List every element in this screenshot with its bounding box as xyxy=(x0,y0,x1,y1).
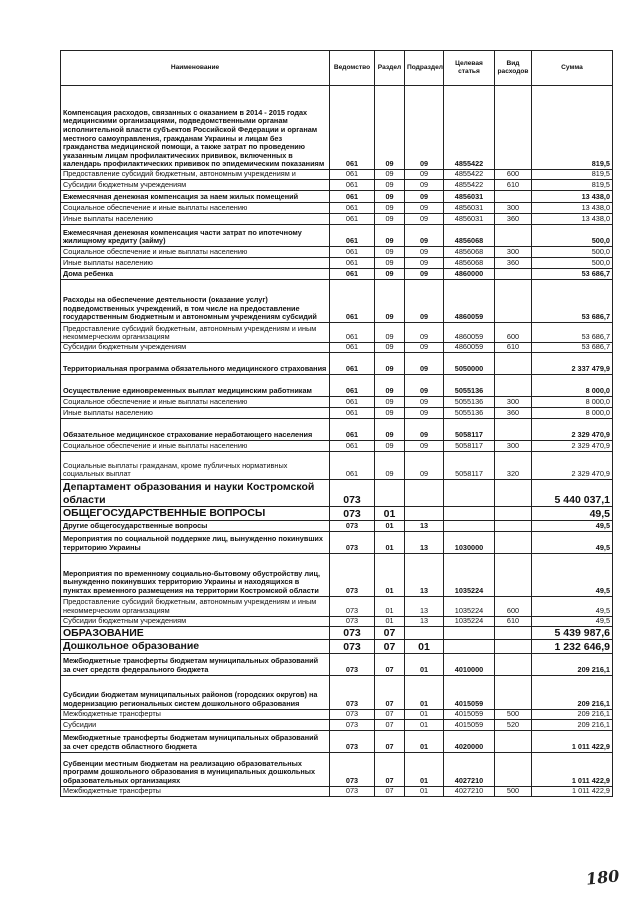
cell-statya: 4860059 xyxy=(444,343,495,353)
cell-razdel: 09 xyxy=(375,203,405,214)
table-row xyxy=(61,730,613,752)
cell-vid: 360 xyxy=(495,258,532,269)
cell-name: Мероприятия по социальной поддержке лиц, вынужденно покинувших территорию Украины xyxy=(61,531,330,553)
cell-vid xyxy=(495,531,532,553)
cell-ved: 073 xyxy=(330,480,375,507)
cell-podrazdel: 09 xyxy=(405,214,444,225)
cell-statya: 4015059 xyxy=(444,719,495,730)
table-row xyxy=(61,752,613,786)
page-number: 180 xyxy=(585,866,621,889)
cell-razdel: 09 xyxy=(375,191,405,203)
cell-statya: 4015059 xyxy=(444,709,495,719)
cell-summa: 49,5 xyxy=(532,531,613,553)
cell-vid xyxy=(495,191,532,203)
cell-podrazdel: 09 xyxy=(405,170,444,180)
cell-vid xyxy=(495,353,532,375)
cell-statya: 4856068 xyxy=(444,258,495,269)
cell-razdel: 09 xyxy=(375,258,405,269)
cell-razdel: 09 xyxy=(375,375,405,397)
table-row xyxy=(61,375,613,397)
cell-razdel: 09 xyxy=(375,408,405,419)
cell-name: Межбюджетные трансферты бюджетам муниципальных образований за счет средств областного бюджета xyxy=(61,730,330,752)
cell-statya xyxy=(444,640,495,654)
table-row xyxy=(61,191,613,203)
cell-razdel: 07 xyxy=(375,719,405,730)
cell-name: Другие общегосударственные вопросы xyxy=(61,520,330,531)
cell-summa: 209 216,1 xyxy=(532,653,613,675)
cell-summa: 1 011 422,9 xyxy=(532,730,613,752)
cell-name: Компенсация расходов, связанных с оказанием в 2014 - 2015 годах медицинскими организациями, подведомственными органам исполнительной власти субъектов Российской Федерации и органам местного самоуправления, гражданам Украины и лицам без гражданства медицинской помощи, а также затрат по проведению указанным лицам профилактических прививок, включенных в календарь профилактических прививок по эпидемическим показаниям xyxy=(61,86,330,170)
cell-vid xyxy=(495,653,532,675)
cell-statya: 4010000 xyxy=(444,653,495,675)
cell-podrazdel: 09 xyxy=(405,353,444,375)
cell-ved: 061 xyxy=(330,203,375,214)
cell-name: Ежемесячная денежная компенсация части затрат по ипотечному жилищному кредиту (займу) xyxy=(61,225,330,247)
cell-ved: 073 xyxy=(330,786,375,796)
cell-summa: 49,5 xyxy=(532,520,613,531)
cell-name: Социальное обеспечение и иные выплаты населению xyxy=(61,397,330,408)
cell-razdel: 07 xyxy=(375,786,405,796)
cell-razdel: 01 xyxy=(375,616,405,626)
table-row xyxy=(61,452,613,480)
cell-ved: 061 xyxy=(330,408,375,419)
cell-statya: 4856031 xyxy=(444,203,495,214)
cell-summa: 2 329 470,9 xyxy=(532,452,613,480)
cell-vid: 300 xyxy=(495,397,532,408)
cell-vid: 600 xyxy=(495,596,532,616)
cell-ved: 061 xyxy=(330,214,375,225)
cell-razdel: 09 xyxy=(375,214,405,225)
cell-name: Расходы на обеспечение деятельности (оказание услуг) подведомственных учреждений, в том числе на предоставление государственным бюджетным и автономным учреждениям субсидий xyxy=(61,280,330,323)
cell-ved: 073 xyxy=(330,507,375,521)
cell-summa: 500,0 xyxy=(532,247,613,258)
cell-razdel: 09 xyxy=(375,180,405,191)
cell-razdel: 01 xyxy=(375,507,405,521)
cell-podrazdel: 09 xyxy=(405,280,444,323)
cell-razdel: 07 xyxy=(375,675,405,709)
cell-ved: 073 xyxy=(330,730,375,752)
cell-name: Социальные выплаты гражданам, кроме публичных нормативных социальных выплат xyxy=(61,452,330,480)
cell-podrazdel: 09 xyxy=(405,323,444,343)
table-row xyxy=(61,520,613,531)
table-header-row xyxy=(61,51,613,86)
cell-summa: 500,0 xyxy=(532,258,613,269)
cell-name: Дома ребенка xyxy=(61,269,330,280)
cell-razdel: 09 xyxy=(375,86,405,170)
table-row xyxy=(61,441,613,452)
cell-statya: 5055136 xyxy=(444,408,495,419)
table-row xyxy=(61,596,613,616)
cell-podrazdel: 13 xyxy=(405,520,444,531)
header-podrazdel: Подраздел xyxy=(405,51,444,86)
cell-statya: 1035224 xyxy=(444,553,495,596)
cell-summa: 500,0 xyxy=(532,225,613,247)
table-row xyxy=(61,553,613,596)
cell-statya: 1035224 xyxy=(444,616,495,626)
cell-statya: 4860059 xyxy=(444,280,495,323)
cell-summa: 49,5 xyxy=(532,616,613,626)
cell-summa: 8 000,0 xyxy=(532,408,613,419)
cell-podrazdel: 09 xyxy=(405,247,444,258)
cell-ved: 073 xyxy=(330,640,375,654)
cell-statya: 1030000 xyxy=(444,531,495,553)
cell-razdel: 09 xyxy=(375,441,405,452)
cell-razdel: 01 xyxy=(375,553,405,596)
cell-podrazdel: 09 xyxy=(405,375,444,397)
cell-name: Субсидии xyxy=(61,719,330,730)
cell-name: Иные выплаты населению xyxy=(61,214,330,225)
cell-razdel: 09 xyxy=(375,323,405,343)
cell-podrazdel: 01 xyxy=(405,752,444,786)
cell-podrazdel: 01 xyxy=(405,709,444,719)
table-row xyxy=(61,269,613,280)
cell-summa: 2 329 470,9 xyxy=(532,441,613,452)
cell-ved: 073 xyxy=(330,752,375,786)
cell-podrazdel xyxy=(405,507,444,521)
cell-ved: 061 xyxy=(330,452,375,480)
cell-razdel: 09 xyxy=(375,247,405,258)
cell-ved: 073 xyxy=(330,616,375,626)
cell-statya: 4856068 xyxy=(444,247,495,258)
cell-vid xyxy=(495,480,532,507)
cell-summa: 8 000,0 xyxy=(532,397,613,408)
cell-razdel: 07 xyxy=(375,640,405,654)
cell-name: Мероприятия по временному социально-бытовому обустройству лиц, вынужденно покинувших территорию Украины и находящихся в пунктах временного размещения на территории Костромской области xyxy=(61,553,330,596)
cell-podrazdel xyxy=(405,626,444,640)
cell-podrazdel: 09 xyxy=(405,419,444,441)
cell-vid xyxy=(495,269,532,280)
cell-vid xyxy=(495,752,532,786)
cell-razdel: 09 xyxy=(375,280,405,323)
cell-summa: 819,5 xyxy=(532,180,613,191)
table-row xyxy=(61,719,613,730)
cell-statya: 4856031 xyxy=(444,214,495,225)
cell-vid: 600 xyxy=(495,323,532,343)
cell-razdel: 09 xyxy=(375,397,405,408)
table-row xyxy=(61,531,613,553)
cell-vid xyxy=(495,553,532,596)
cell-name: Обязательное медицинское страхование неработающего населения xyxy=(61,419,330,441)
cell-summa: 53 686,7 xyxy=(532,269,613,280)
table-row xyxy=(61,170,613,180)
cell-podrazdel: 13 xyxy=(405,531,444,553)
cell-name: ОБЩЕГОСУДАРСТВЕННЫЕ ВОПРОСЫ xyxy=(61,507,330,521)
cell-vid: 360 xyxy=(495,214,532,225)
cell-ved: 061 xyxy=(330,353,375,375)
table-row xyxy=(61,280,613,323)
cell-statya xyxy=(444,626,495,640)
cell-razdel: 07 xyxy=(375,653,405,675)
cell-ved: 061 xyxy=(330,269,375,280)
cell-podrazdel: 01 xyxy=(405,653,444,675)
cell-statya xyxy=(444,480,495,507)
cell-ved: 073 xyxy=(330,520,375,531)
cell-razdel: 09 xyxy=(375,225,405,247)
table-row xyxy=(61,786,613,796)
cell-summa: 5 440 037,1 xyxy=(532,480,613,507)
cell-ved: 061 xyxy=(330,441,375,452)
cell-razdel: 07 xyxy=(375,752,405,786)
cell-statya: 4855422 xyxy=(444,180,495,191)
table-row xyxy=(61,675,613,709)
table-row xyxy=(61,203,613,214)
table-row xyxy=(61,397,613,408)
cell-name: Субсидии бюджетным учреждениям xyxy=(61,616,330,626)
cell-vid xyxy=(495,626,532,640)
table-row xyxy=(61,86,613,170)
cell-podrazdel: 09 xyxy=(405,441,444,452)
cell-ved: 061 xyxy=(330,191,375,203)
cell-razdel xyxy=(375,480,405,507)
cell-podrazdel: 01 xyxy=(405,786,444,796)
cell-ved: 061 xyxy=(330,225,375,247)
cell-vid: 300 xyxy=(495,203,532,214)
table-row xyxy=(61,480,613,507)
cell-summa: 1 011 422,9 xyxy=(532,786,613,796)
cell-podrazdel: 01 xyxy=(405,719,444,730)
table-row xyxy=(61,343,613,353)
cell-name: Ежемесячная денежная компенсация за наем жилых помещений xyxy=(61,191,330,203)
cell-razdel: 09 xyxy=(375,452,405,480)
cell-name: Межбюджетные трансферты xyxy=(61,709,330,719)
budget-table xyxy=(60,50,613,797)
cell-ved: 073 xyxy=(330,653,375,675)
cell-podrazdel xyxy=(405,480,444,507)
cell-statya: 5058117 xyxy=(444,441,495,452)
cell-razdel: 01 xyxy=(375,520,405,531)
cell-summa: 13 438,0 xyxy=(532,203,613,214)
cell-podrazdel: 09 xyxy=(405,269,444,280)
table-row xyxy=(61,709,613,719)
cell-ved: 061 xyxy=(330,247,375,258)
cell-statya: 5058117 xyxy=(444,419,495,441)
cell-vid: 600 xyxy=(495,170,532,180)
cell-name: Социальное обеспечение и иные выплаты населению xyxy=(61,203,330,214)
cell-statya: 4020000 xyxy=(444,730,495,752)
cell-vid: 300 xyxy=(495,247,532,258)
cell-podrazdel: 09 xyxy=(405,343,444,353)
cell-ved: 061 xyxy=(330,343,375,353)
cell-podrazdel: 09 xyxy=(405,408,444,419)
cell-name: Иные выплаты населению xyxy=(61,258,330,269)
cell-ved: 061 xyxy=(330,258,375,269)
table-row xyxy=(61,353,613,375)
cell-vid xyxy=(495,86,532,170)
cell-summa: 1 011 422,9 xyxy=(532,752,613,786)
header-statya: Целевая статья xyxy=(444,51,495,86)
cell-razdel: 09 xyxy=(375,269,405,280)
cell-ved: 061 xyxy=(330,419,375,441)
cell-name: Межбюджетные трансферты бюджетам муниципальных образований за счет средств федерального бюджета xyxy=(61,653,330,675)
cell-vid: 520 xyxy=(495,719,532,730)
cell-vid: 500 xyxy=(495,786,532,796)
cell-vid xyxy=(495,225,532,247)
header-summa: Сумма xyxy=(532,51,613,86)
cell-podrazdel: 01 xyxy=(405,675,444,709)
cell-vid: 610 xyxy=(495,343,532,353)
cell-ved: 061 xyxy=(330,280,375,323)
cell-vid xyxy=(495,730,532,752)
cell-ved: 073 xyxy=(330,626,375,640)
cell-ved: 061 xyxy=(330,397,375,408)
cell-vid: 360 xyxy=(495,408,532,419)
cell-vid: 320 xyxy=(495,452,532,480)
cell-name: Межбюджетные трансферты xyxy=(61,786,330,796)
cell-name: Предоставление субсидий бюджетным, автономным учреждениям и иным некоммерческим организациям xyxy=(61,323,330,343)
cell-ved: 073 xyxy=(330,596,375,616)
cell-name: Предоставление субсидий бюджетным, автономным учреждениям и иным некоммерческим организациям xyxy=(61,596,330,616)
cell-razdel: 07 xyxy=(375,709,405,719)
cell-podrazdel: 09 xyxy=(405,397,444,408)
cell-statya xyxy=(444,520,495,531)
table-row xyxy=(61,258,613,269)
cell-ved: 061 xyxy=(330,323,375,343)
cell-ved: 061 xyxy=(330,86,375,170)
cell-podrazdel: 09 xyxy=(405,452,444,480)
cell-summa: 53 686,7 xyxy=(532,323,613,343)
cell-vid: 610 xyxy=(495,180,532,191)
cell-name: Субсидии бюджетным учреждениям xyxy=(61,180,330,191)
table-body xyxy=(61,86,613,797)
cell-ved: 073 xyxy=(330,553,375,596)
cell-name: Субвенции местным бюджетам на реализацию образовательных программ дошкольного образования в муниципальных дошкольных образовательных организациях xyxy=(61,752,330,786)
cell-name: Субсидии бюджетам муниципальных районов (городских округов) на модернизацию региональных систем дошкольного образования xyxy=(61,675,330,709)
cell-podrazdel: 09 xyxy=(405,225,444,247)
table-row xyxy=(61,653,613,675)
cell-razdel: 07 xyxy=(375,626,405,640)
table-row xyxy=(61,640,613,654)
cell-statya: 4860059 xyxy=(444,323,495,343)
cell-ved: 061 xyxy=(330,170,375,180)
cell-vid xyxy=(495,675,532,709)
cell-summa: 209 216,1 xyxy=(532,719,613,730)
cell-statya: 4027210 xyxy=(444,786,495,796)
cell-podrazdel: 09 xyxy=(405,258,444,269)
table-row xyxy=(61,419,613,441)
cell-razdel: 09 xyxy=(375,170,405,180)
table-row xyxy=(61,626,613,640)
cell-summa: 819,5 xyxy=(532,86,613,170)
cell-statya: 5058117 xyxy=(444,452,495,480)
cell-vid xyxy=(495,419,532,441)
cell-razdel: 09 xyxy=(375,343,405,353)
cell-statya: 5050000 xyxy=(444,353,495,375)
cell-statya: 4856068 xyxy=(444,225,495,247)
cell-podrazdel: 09 xyxy=(405,86,444,170)
cell-vid xyxy=(495,520,532,531)
table-row xyxy=(61,247,613,258)
cell-razdel: 07 xyxy=(375,730,405,752)
cell-podrazdel: 09 xyxy=(405,191,444,203)
table-row xyxy=(61,214,613,225)
cell-summa: 5 439 987,6 xyxy=(532,626,613,640)
cell-statya: 4015059 xyxy=(444,675,495,709)
table-row xyxy=(61,507,613,521)
cell-ved: 073 xyxy=(330,675,375,709)
cell-podrazdel: 13 xyxy=(405,553,444,596)
table-row xyxy=(61,616,613,626)
cell-vid xyxy=(495,280,532,323)
cell-statya: 4856031 xyxy=(444,191,495,203)
cell-statya xyxy=(444,507,495,521)
cell-summa: 1 232 646,9 xyxy=(532,640,613,654)
cell-summa: 13 438,0 xyxy=(532,191,613,203)
cell-podrazdel: 09 xyxy=(405,203,444,214)
cell-vid xyxy=(495,375,532,397)
cell-name: Территориальная программа обязательного медицинского страхования xyxy=(61,353,330,375)
cell-podrazdel: 09 xyxy=(405,180,444,191)
cell-razdel: 09 xyxy=(375,419,405,441)
cell-summa: 49,5 xyxy=(532,596,613,616)
cell-name: Иные выплаты населению xyxy=(61,408,330,419)
cell-summa: 53 686,7 xyxy=(532,343,613,353)
cell-ved: 073 xyxy=(330,531,375,553)
cell-podrazdel: 13 xyxy=(405,616,444,626)
cell-statya: 4855422 xyxy=(444,86,495,170)
cell-ved: 073 xyxy=(330,709,375,719)
cell-summa: 13 438,0 xyxy=(532,214,613,225)
cell-statya: 1035224 xyxy=(444,596,495,616)
table-row xyxy=(61,180,613,191)
cell-name: Дошкольное образование xyxy=(61,640,330,654)
header-vid: Вид расходов xyxy=(495,51,532,86)
cell-name: ОБРАЗОВАНИЕ xyxy=(61,626,330,640)
header-name: Наименование xyxy=(61,51,330,86)
cell-name: Субсидии бюджетным учреждениям xyxy=(61,343,330,353)
cell-razdel: 01 xyxy=(375,531,405,553)
cell-name: Осуществление единовременных выплат медицинским работникам xyxy=(61,375,330,397)
cell-name: Социальное обеспечение и иные выплаты населению xyxy=(61,247,330,258)
cell-summa: 49,5 xyxy=(532,507,613,521)
cell-name: Департамент образования и науки Костромской области xyxy=(61,480,330,507)
cell-summa: 8 000,0 xyxy=(532,375,613,397)
cell-summa: 2 329 470,9 xyxy=(532,419,613,441)
cell-summa: 819,5 xyxy=(532,170,613,180)
cell-ved: 061 xyxy=(330,375,375,397)
cell-statya: 5055136 xyxy=(444,397,495,408)
cell-podrazdel: 13 xyxy=(405,596,444,616)
cell-summa: 49,5 xyxy=(532,553,613,596)
cell-statya: 4027210 xyxy=(444,752,495,786)
cell-vid: 610 xyxy=(495,616,532,626)
header-razdel: Раздел xyxy=(375,51,405,86)
table-row xyxy=(61,225,613,247)
cell-vid xyxy=(495,507,532,521)
table-row xyxy=(61,408,613,419)
table-row xyxy=(61,323,613,343)
cell-razdel: 09 xyxy=(375,353,405,375)
cell-podrazdel: 01 xyxy=(405,640,444,654)
header-ved: Ведомство xyxy=(330,51,375,86)
cell-vid xyxy=(495,640,532,654)
cell-summa: 209 216,1 xyxy=(532,675,613,709)
cell-name: Предоставление субсидий бюджетным, автономным учреждениям и xyxy=(61,170,330,180)
cell-name: Социальное обеспечение и иные выплаты населению xyxy=(61,441,330,452)
cell-razdel: 01 xyxy=(375,596,405,616)
cell-statya: 4860000 xyxy=(444,269,495,280)
cell-podrazdel: 01 xyxy=(405,730,444,752)
cell-summa: 53 686,7 xyxy=(532,280,613,323)
cell-summa: 2 337 479,9 xyxy=(532,353,613,375)
cell-summa: 209 216,1 xyxy=(532,709,613,719)
cell-statya: 4855422 xyxy=(444,170,495,180)
cell-ved: 073 xyxy=(330,719,375,730)
cell-vid: 300 xyxy=(495,441,532,452)
cell-vid: 500 xyxy=(495,709,532,719)
cell-ved: 061 xyxy=(330,180,375,191)
cell-statya: 5055136 xyxy=(444,375,495,397)
